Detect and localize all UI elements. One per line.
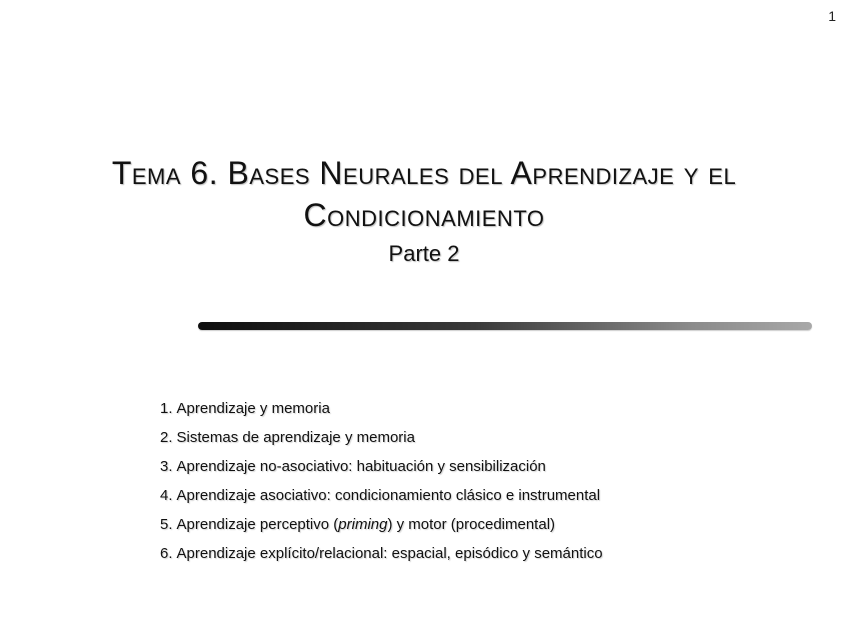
page-title-line-1: Tema 6. Bases Neurales del Aprendizaje y el <box>111 155 737 191</box>
topic-item <box>160 452 603 481</box>
topic-item <box>160 481 603 510</box>
topic-item <box>160 510 603 539</box>
topic-text-italic: priming <box>338 516 388 533</box>
topic-text: Aprendizaje explícito/relacional: espacial, episódico y semántico <box>176 545 603 562</box>
page-subtitle: Parte 2 <box>388 241 460 266</box>
topic-text-before: Aprendizaje perceptivo ( <box>176 516 339 533</box>
title-divider <box>198 322 812 330</box>
page-title-line-2: Condicionamiento <box>303 197 545 233</box>
topic-number: 4. <box>160 487 173 504</box>
topic-item <box>160 394 603 423</box>
topic-text: Aprendizaje asociativo: condicionamiento clásico e instrumental <box>176 487 601 504</box>
topic-number: 1. <box>160 400 173 417</box>
topic-number: 2. <box>160 429 173 446</box>
topic-text: Aprendizaje no-asociativo: habituación y sensibilización <box>176 458 546 475</box>
topic-number: 6. <box>160 545 173 562</box>
topic-number: 5. <box>160 516 173 533</box>
topic-text: Sistemas de aprendizaje y memoria <box>176 429 415 446</box>
topic-text: Aprendizaje y memoria <box>176 400 330 417</box>
topic-list <box>160 394 603 568</box>
page-number: 1 <box>828 8 836 24</box>
topic-number: 3. <box>160 458 173 475</box>
title-block <box>0 152 848 268</box>
topic-item <box>160 423 603 452</box>
topic-item <box>160 539 603 568</box>
topic-text-after: ) y motor (procedimental) <box>387 516 556 533</box>
